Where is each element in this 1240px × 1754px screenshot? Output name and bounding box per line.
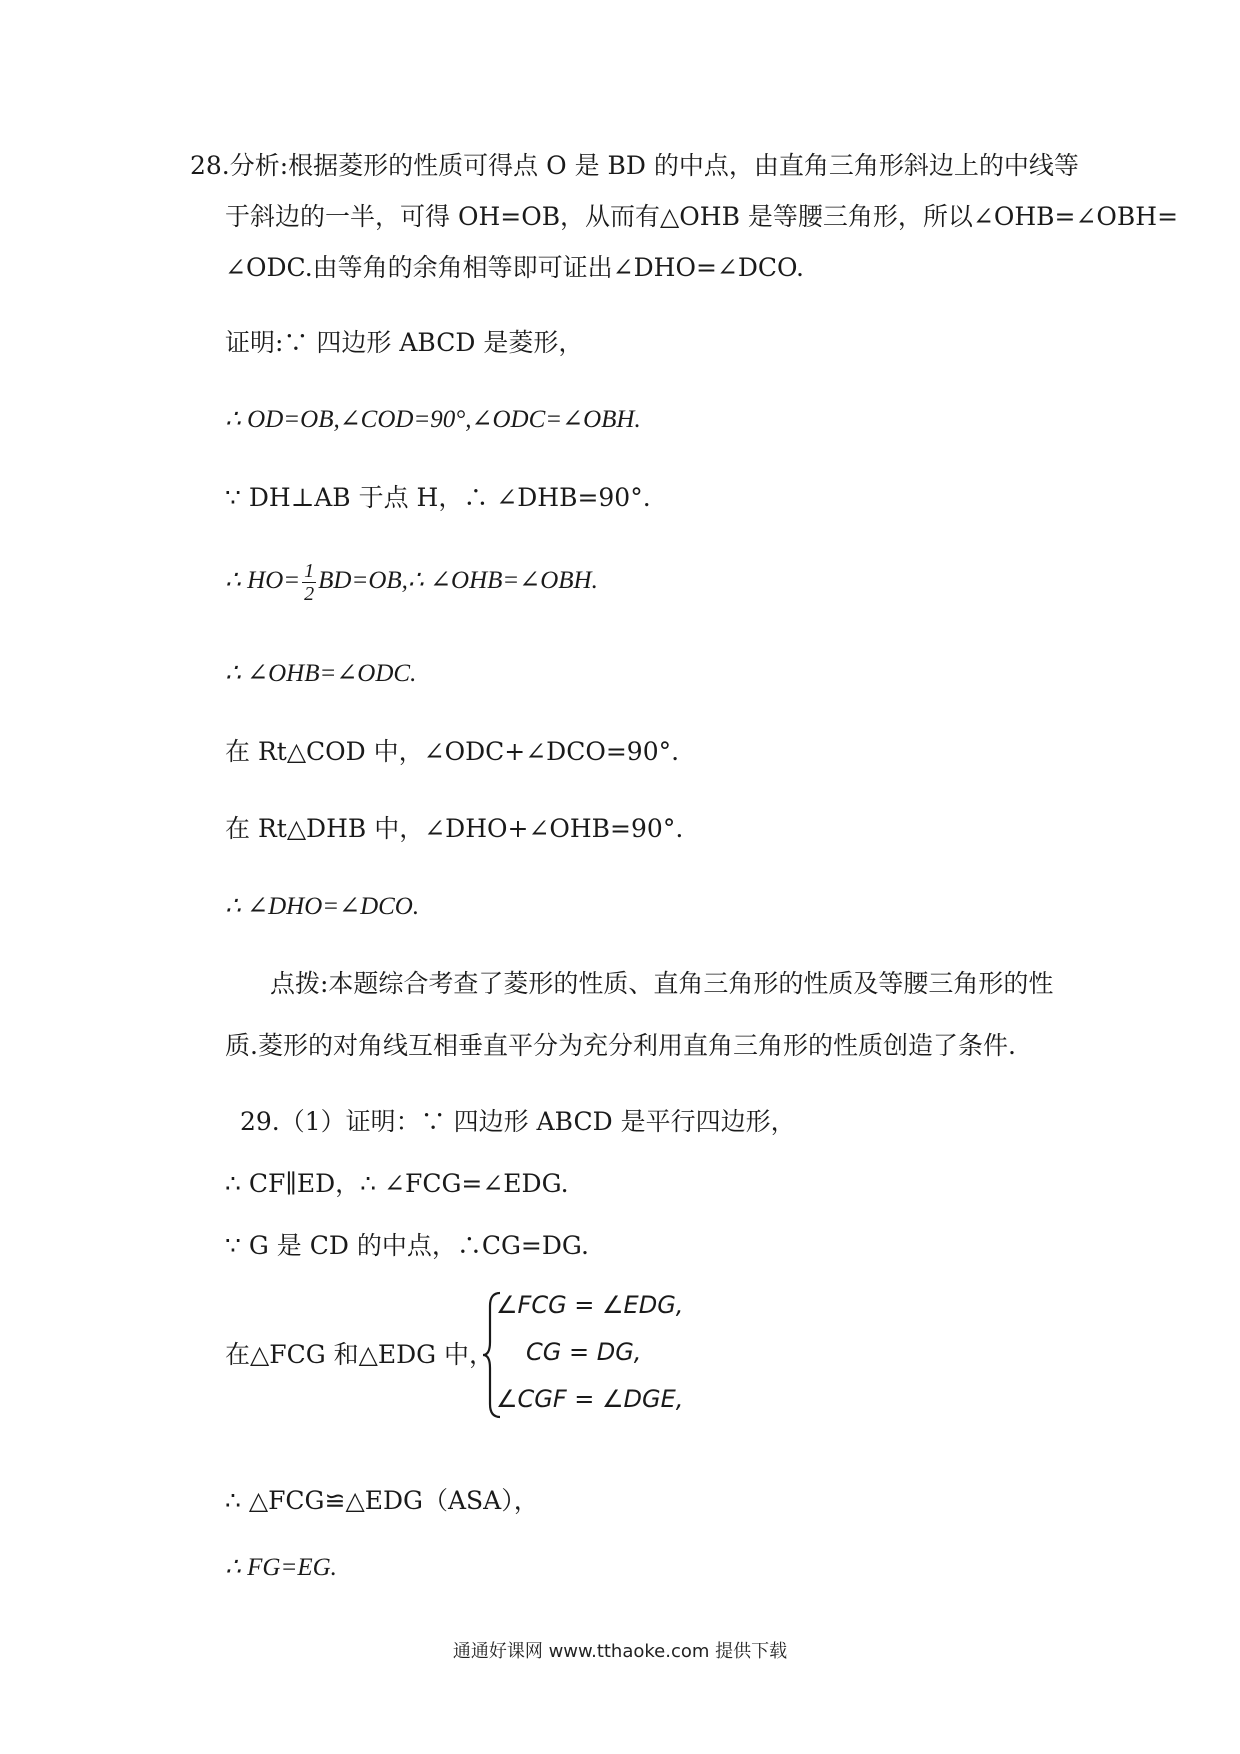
q28-proof-line-6: 在 Rt△COD 中，∠ODC+∠DCO=90°. bbox=[225, 737, 680, 766]
fraction-numerator: 1 bbox=[304, 560, 315, 582]
fraction-one-half bbox=[302, 560, 316, 605]
equation-system bbox=[480, 1290, 700, 1420]
q28-analysis-line-2: 于斜边的一半，可得 OH=OB，从而有△OHB 是等腰三角形，所以∠OHB=∠OBH= bbox=[225, 202, 1179, 231]
q28-proof-line-1: 证明:∵ 四边形 ABCD 是菱形， bbox=[225, 328, 584, 357]
q28-proof-line-4-pre: ∴ HO= bbox=[225, 567, 301, 595]
q28-proof-line-4 bbox=[225, 560, 598, 605]
fraction-denominator: 2 bbox=[304, 583, 315, 605]
q29-line-6: ∴ FG=EG. bbox=[225, 1554, 337, 1581]
q28-proof-line-4-post: BD=OB,∴ ∠OHB=∠OBH. bbox=[318, 567, 598, 595]
q28-proof-line-5: ∴ ∠OHB=∠ODC. bbox=[225, 660, 417, 687]
equation-row-2: CG = DG, bbox=[526, 1338, 642, 1366]
q28-hint-line-2: 质.菱形的对角线互相垂直平分为充分利用直角三角形的性质创造了条件. bbox=[225, 1031, 1016, 1060]
q29-line-1: 29.（1）证明：∵ 四边形 ABCD 是平行四边形， bbox=[240, 1107, 796, 1136]
q28-proof-line-7: 在 Rt△DHB 中，∠DHO+∠OHB=90°. bbox=[225, 814, 684, 843]
q28-analysis-line-3: ∠ODC.由等角的余角相等即可证出∠DHO=∠DCO. bbox=[225, 253, 805, 282]
equation-row-3: ∠CGF = ∠DGE, bbox=[496, 1385, 684, 1413]
q28-hint-line-1: 点拨:本题综合考查了菱形的性质、直角三角形的性质及等腰三角形的性 bbox=[270, 969, 1054, 998]
q29-line-3: ∵ G 是 CD 的中点，∴CG=DG. bbox=[225, 1231, 589, 1260]
q28-proof-line-3: ∵ DH⊥AB 于点 H，∴ ∠DHB=90°. bbox=[225, 483, 651, 512]
q28-proof-line-8: ∴ ∠DHO=∠DCO. bbox=[225, 893, 420, 920]
q29-line-2: ∴ CF∥ED，∴ ∠FCG=∠EDG. bbox=[225, 1169, 569, 1198]
q29-line-5: ∴ △FCG≌△EDG（ASA）， bbox=[225, 1486, 539, 1515]
q28-analysis-line-1: 28.分析:根据菱形的性质可得点 O 是 BD 的中点，由直角三角形斜边上的中线等 bbox=[190, 151, 1079, 180]
q29-line-4: 在△FCG 和△EDG 中， bbox=[225, 1340, 495, 1369]
equation-row-1: ∠FCG = ∠EDG, bbox=[496, 1291, 684, 1319]
page-footer: 通通好课网 www.tthaoke.com 提供下载 bbox=[452, 1641, 788, 1662]
q28-proof-line-2: ∴ OD=OB,∠COD=90°,∠ODC=∠OBH. bbox=[225, 406, 641, 433]
